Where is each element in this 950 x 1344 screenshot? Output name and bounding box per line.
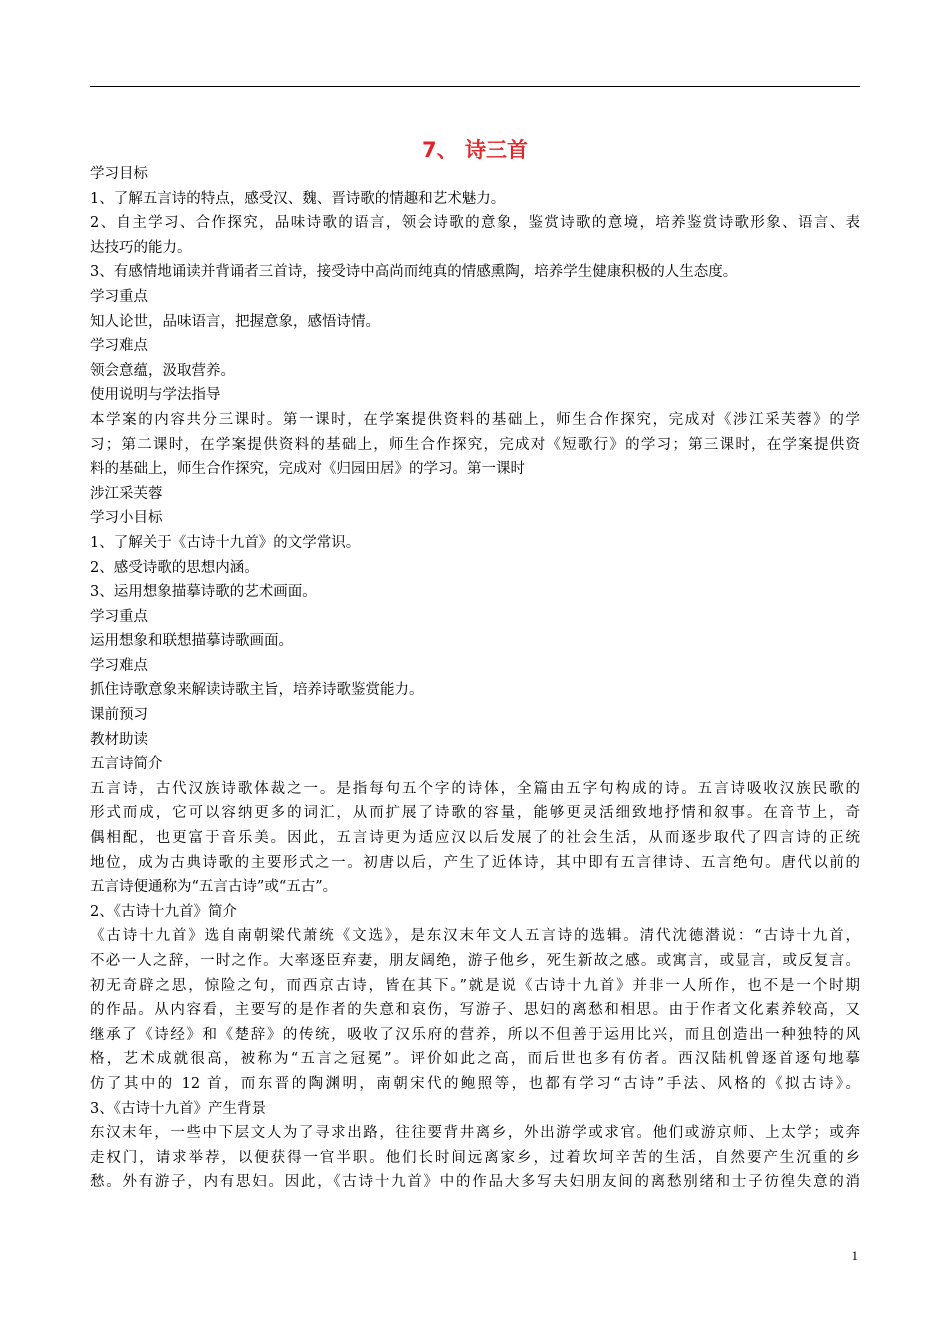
text-line: 1、了解五言诗的特点，感受汉、魏、晋诗歌的情趣和艺术魅力。 — [90, 190, 506, 207]
text-line: 涉江采芙蓉 — [90, 485, 163, 502]
text-line: 学习重点 — [90, 608, 148, 625]
text-line: 学习小目标 — [90, 510, 163, 527]
text-line: 领会意蕴，汲取营养。 — [90, 362, 235, 379]
text-line: 1、了解关于《古诗十九首》的文学常识。 — [90, 534, 361, 551]
text-line: 2、感受诗歌的思想内涵。 — [90, 559, 259, 576]
text-line: 学习目标 — [90, 166, 148, 182]
text-line: 3、运用想象描摹诗歌的艺术画面。 — [90, 584, 317, 601]
text-line: 仿了其中的 12 首，而东晋的陶渊明，南朝宋代的鲍照等，也都有学习“古诗”手法、风格的《拟古诗》。 — [90, 1075, 860, 1092]
text-line: 的作品。从内容看，主要写的是作者的失意和哀伤，写游子、思妇的离愁和相思。由于作者文化素养较高，又 — [90, 1002, 860, 1019]
text-line: 形式而成，它可以容纳更多的词汇，从而扩展了诗歌的容量，能够更灵活细致地抒情和叙事。在音节上，奇 — [90, 805, 860, 822]
text-line: 格，艺术成就很高，被称为“五言之冠冕”。评价如此之高，而后世也多有仿者。西汉陆机曾逐首逐句地摹 — [90, 1051, 860, 1068]
text-line: 地位，成为古典诗歌的主要形式之一。初唐以后，产生了近体诗，其中即有五言律诗、五言绝句。唐代以前的 — [90, 854, 860, 871]
text-line: 达技巧的能力。 — [90, 239, 192, 256]
text-line: 五言诗，古代汉族诗歌体裁之一。是指每句五个字的诗体，全篇由五字句构成的诗。五言诗吸收汉族民歌的 — [90, 780, 860, 797]
text-line: 2、自主学习、合作探究，品味诗歌的语言，领会诗歌的意象，鉴赏诗歌的意境，培养鉴赏诗歌形象、语言、表 — [90, 215, 860, 232]
header-rule — [90, 86, 860, 87]
text-line: 五言诗便通称为“五言古诗”或“五古”。 — [90, 879, 338, 896]
text-line: 继承了《诗经》和《楚辞》的传统，吸收了汉乐府的营养，所以不但善于运用比兴，而且创造出一种独特的风 — [90, 1026, 860, 1043]
text-line: 知人论世，品味语言，把握意象，感悟诗情。 — [90, 313, 380, 330]
text-line: 偶相配，也更富于音乐美。因此，五言诗更为适应汉以后发展了的社会生活，从而逐步取代了四言诗的正统 — [90, 830, 860, 847]
text-line: 五言诗简介 — [90, 756, 163, 773]
text-line: 初无奇辟之思，惊险之句，而西京古诗，皆在其下。”就是说《古诗十九首》并非一人所作，也不是一个时期 — [90, 977, 860, 994]
text-line: 不必一人之辞，一时之作。大率逐臣弃妻，朋友阔绝，游子他乡，死生新故之感。或寓言，或显言，或反复言。 — [90, 953, 860, 969]
text-line: 运用想象和联想描摹诗歌画面。 — [90, 633, 293, 650]
page-number: 1 — [851, 1248, 858, 1263]
text-line: 愁。外有游子，内有思妇。因此，《古诗十九首》中的作品大多写夫妇朋友间的离愁别绪和士子彷徨失意的消 — [90, 1174, 860, 1191]
text-line: 学习难点 — [90, 338, 148, 355]
text-line: 课前预习 — [90, 707, 148, 724]
text-line: 本学案的内容共分三课时。第一课时，在学案提供资料的基础上，师生合作探究，完成对《涉江采芙蓉》的学 — [90, 411, 860, 428]
document-body — [90, 162, 860, 1195]
text-line: 3、有感情地诵读并背诵者三首诗，接受诗中高尚而纯真的情感熏陶，培养学生健康积极的人生态度。 — [90, 264, 738, 281]
text-line: 学习重点 — [90, 288, 148, 305]
text-line: 使用说明与学法指导 — [90, 387, 221, 404]
text-line: 走权门，请求举荐，以便获得一官半职。他们长时间远离家乡，过着坎坷辛苦的生活，自然要产生沉重的乡 — [90, 1149, 860, 1166]
text-line: 教材助读 — [90, 731, 148, 748]
document-title: 7、 诗三首 — [422, 138, 528, 162]
text-line: 2、《古诗十九首》简介 — [90, 903, 237, 920]
text-line: 习；第二课时，在学案提供资料的基础上，师生合作探究，完成对《短歌行》的学习；第三课时，在学案提供资 — [90, 436, 860, 453]
text-line: 料的基础上，师生合作探究，完成对《归园田居》的学习。第一课时 — [90, 461, 525, 478]
text-line: 3、《古诗十九首》产生背景 — [90, 1100, 266, 1117]
text-line: 《古诗十九首》选自南朝梁代萧统《文选》，是东汉末年文人五言诗的选辑。清代沈德潜说：“古诗十九首， — [90, 928, 860, 945]
text-line: 抓住诗歌意象来解读诗歌主旨，培养诗歌鉴赏能力。 — [90, 682, 424, 699]
text-line: 东汉末年，一些中下层文人为了寻求出路，往往要背井离乡，外出游学或求官。他们或游京师、上太学；或奔 — [90, 1125, 860, 1142]
text-line: 学习难点 — [90, 657, 148, 674]
